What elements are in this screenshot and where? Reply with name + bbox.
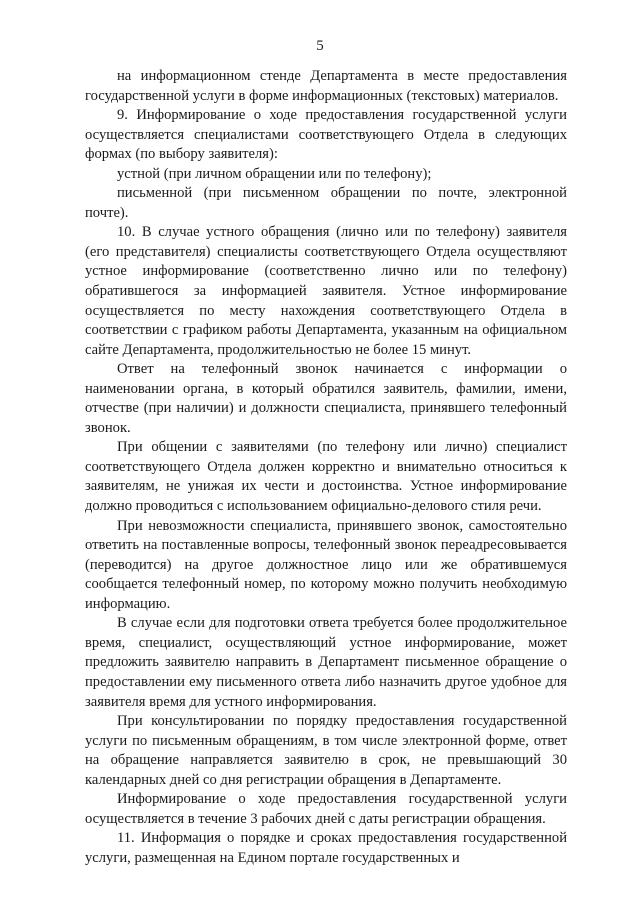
- paragraph: В случае если для подготовки ответа требуется более продолжительное время, специалист, осуществляющий устное информирование, может предложить заявителю направить в Департамент письменное обращение о предоставлении ему письменного ответа либо назначить другое удобное для заявителя время для устного информирования.: [85, 615, 567, 710]
- paragraph: письменной (при письменном обращении по почте, электронной почте).: [85, 185, 567, 221]
- paragraph: При невозможности специалиста, принявшего звонок, самостоятельно ответить на поставленные вопросы, телефонный звонок переадресовывается (переводится) на другое должностное лицо или же обратившемуся сообщается телефонный номер, по которому можно получить необходимую информацию.: [85, 517, 567, 612]
- paragraph: При общении с заявителями (по телефону или лично) специалист соответствующего Отдела должен корректно и внимательно относиться к заявителям, не унижая их чести и достоинства. Устное информирование должно проводиться с использованием официально-делового стиля речи.: [85, 439, 567, 515]
- document-body: [85, 67, 567, 868]
- paragraph: 11. Информация о порядке и сроках предоставления государственной услуги, размещенная на Едином портале государственных и: [85, 830, 567, 866]
- paragraph: 9. Информирование о ходе предоставления государственной услуги осуществляется специалистами соответствующего Отдела в следующих формах (по выбору заявителя):: [85, 107, 567, 163]
- paragraph: Информирование о ходе предоставления государственной услуги осуществляется в течение 3 рабочих дней с даты регистрации обращения.: [85, 791, 567, 827]
- paragraph: Ответ на телефонный звонок начинается с информации о наименовании органа, в который обратился заявитель, фамилии, имени, отчестве (при наличии) и должности специалиста, принявшего телефонный звонок.: [85, 361, 567, 436]
- paragraph: При консультировании по порядку предоставления государственной услуги по письменным обращениям, в том числе электронной форме, ответ на обращение направляется заявителю в срок, не превышающий 30 календарных дней со дня регистрации обращения в Департаменте.: [85, 713, 567, 788]
- page-number: 5: [316, 38, 324, 54]
- paragraph: 10. В случае устного обращения (лично или по телефону) заявителя (его представителя) специалисты соответствующего Отдела осуществляют устное информирование (соответственно лично или по телефону) обратившегося за информацией заявителя. Устное информирование осуществляется по месту нахождения соответствующего Отдела в соответствии с графиком работы Департамента, указанным на официальном сайте Департамента, продолжительностью не более 15 минут.: [85, 224, 567, 358]
- paragraph: устной (при личном обращении или по телефону);: [117, 165, 432, 182]
- paragraph: на информационном стенде Департамента в месте предоставления государственной услуги в форме информационных (текстовых) материалов.: [85, 68, 567, 104]
